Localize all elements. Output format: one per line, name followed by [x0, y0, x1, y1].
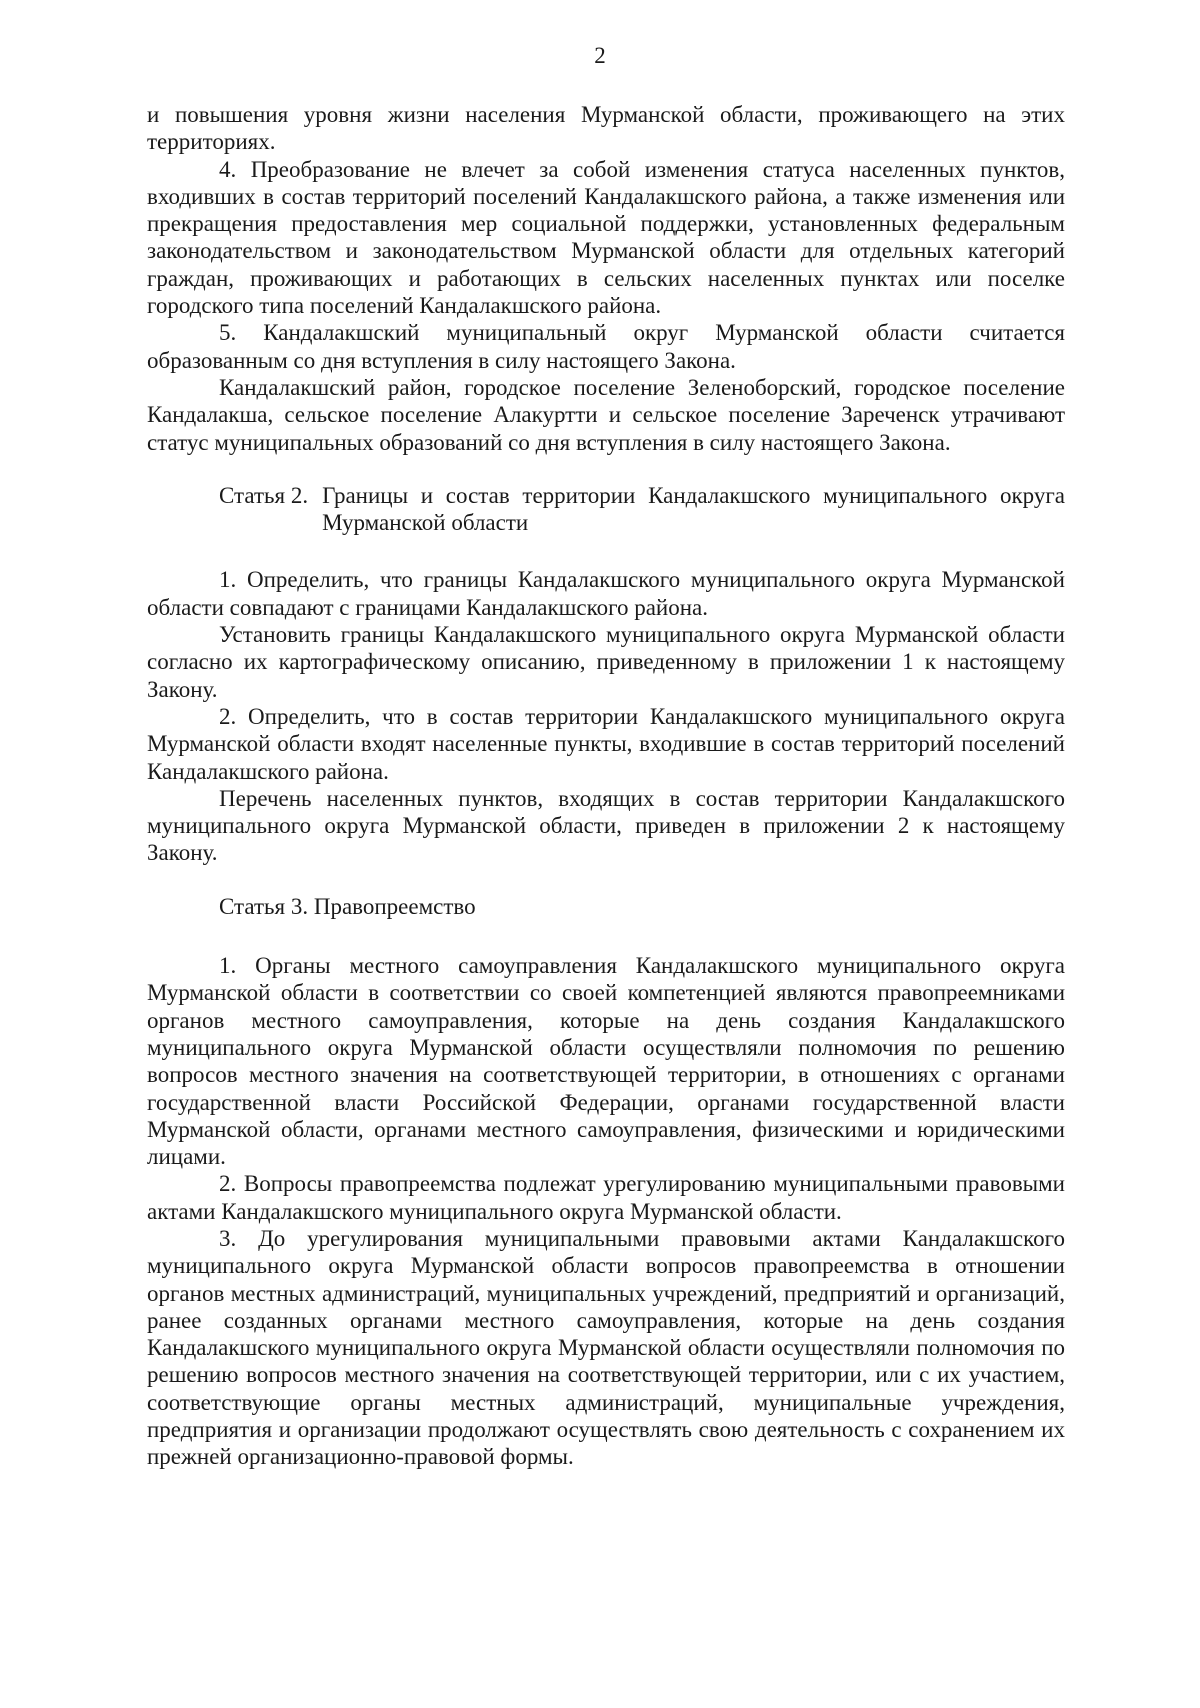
paragraph: 4. Преобразование не влечет за собой изменения статуса населенных пунктов, входивших в состав территорий поселений Кандалакшского района, а также изменения или прекращения предоставления мер социальной поддержки, установленных федеральным законодательством и законодательством Мурманской области для отдельных категорий граждан, проживающих и работающих в сельских населенных пунктах или поселке городского типа поселений Кандалакшского района.	[147, 156, 1065, 319]
page-number: 2	[594, 43, 606, 68]
paragraph: 1. Органы местного самоуправления Кандалакшского муниципального округа Мурманской области в соответствии со своей компетенцией являются правопреемниками органов местного самоуправления, которые на день создания Кандалакшского муниципального округа Мурманской области осуществляли полномочия по решению вопросов местного значения на соответствующей территории, в отношениях с органами государственной власти Российской Федерации, органами государственной власти Мурманской области, органами местного самоуправления, физическими и юридическими лицами.	[147, 953, 1065, 1170]
paragraph: 2. Вопросы правопреемства подлежат урегулированию муниципальными правовыми актами Кандалакшского муниципального округа Мурманской области.	[147, 1171, 1065, 1224]
paragraph: Перечень населенных пунктов, входящих в состав территории Кандалакшского муниципального округа Мурманской области, приведен в приложении 2 к настоящему Закону.	[147, 785, 1065, 866]
article-2-heading	[219, 482, 1065, 537]
paragraph: и повышения уровня жизни населения Мурманской области, проживающего на этих территориях.	[147, 102, 1065, 155]
paragraph: Установить границы Кандалакшского муниципального округа Мурманской области согласно их картографическому описанию, приведенному в приложении 1 к настоящему Закону.	[147, 622, 1065, 702]
article-3-heading	[219, 893, 1065, 920]
paragraph: Кандалакшский район, городское поселение Зеленоборский, городское поселение Кандалакша, сельское поселение Алакуртти и сельское поселение Зареченск утрачивают статус муниципальных образований со дня вступления в силу настоящего Закона.	[147, 374, 1065, 455]
document-body	[147, 101, 1065, 1471]
article-title: Статья 3. Правопреемство	[219, 893, 476, 919]
paragraph: 1. Определить, что границы Кандалакшского муниципального округа Мурманской области совпадают с границами Кандалакшского района.	[147, 567, 1065, 620]
paragraph: 3. До урегулирования муниципальными правовыми актами Кандалакшского муниципального округа Мурманской области вопросов правопреемства в отношении органов местных администраций, муниципальных учреждений, предприятий и организаций, ранее созданных органами местного самоуправления, которые на день создания Кандалакшского муниципального округа Мурманской области осуществляли полномочия по решению вопросов местного значения на соответствующей территории, или с их участием, соответствующие органы местных администраций, муниципальные учреждения, предприятия и организации продолжают осуществлять свою деятельность с сохранением их прежней организационно-правовой формы.	[147, 1225, 1065, 1470]
article-title: Границы и состав территории Кандалакшского муниципального округа Мурманской области	[322, 482, 1065, 536]
article-number: Статья 2.	[219, 482, 309, 508]
paragraph: 5. Кандалакшский муниципальный округ Мурманской области считается образованным со дня вступления в силу настоящего Закона.	[147, 320, 1065, 373]
paragraph: 2. Определить, что в состав территории Кандалакшского муниципального округа Мурманской области входят населенные пункты, входившие в состав территорий поселений Кандалакшского района.	[147, 703, 1065, 784]
